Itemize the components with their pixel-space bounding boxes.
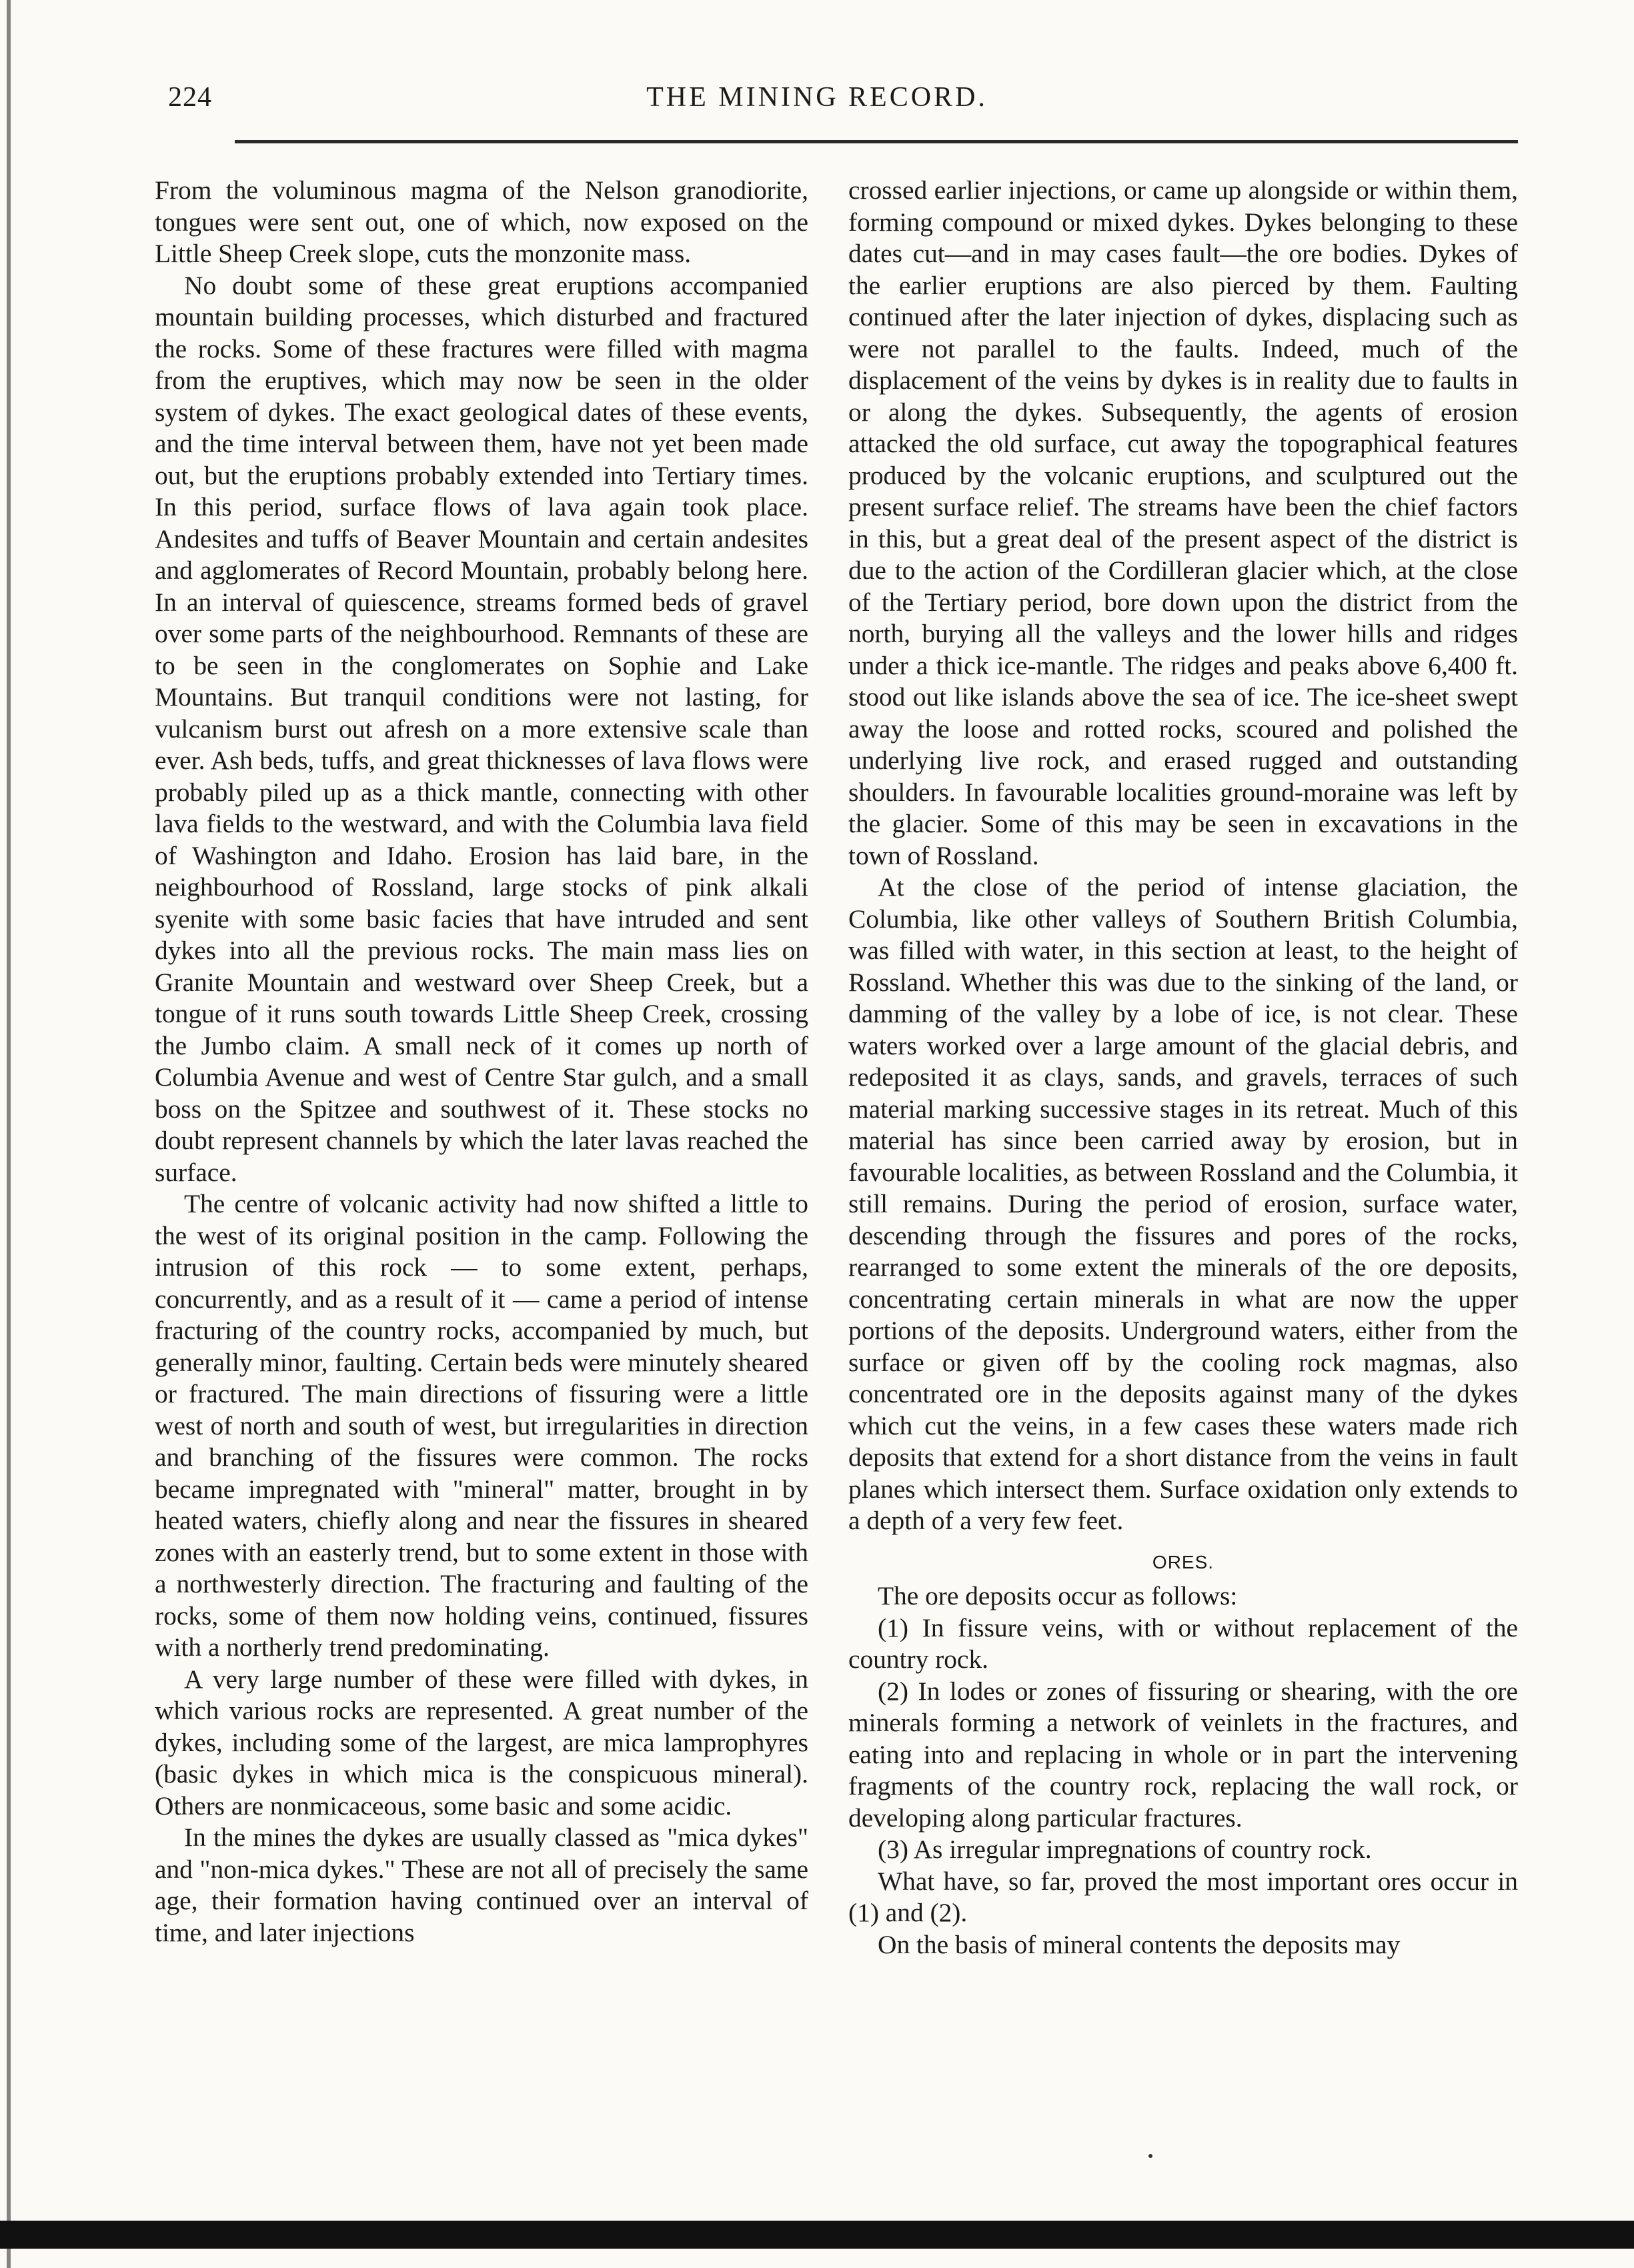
section-heading-ores: ORES.	[1152, 1551, 1214, 1572]
paragraph: At the close of the period of intense glaciation, the Columbia, like other valleys of Southern British Columbia, was filled with water, in this section at least, to the height of Rossland. Whether this was due to the sinking of the land, or damming of the valley by a lobe of ice, is not clear. These waters worked over a large amount of the glacial debris, and redeposited it as clays, sands, and gravels, terraces of such material marking successive stages in its retreat. Much of this material has since been carried away by erosion, but in favourable localities, as between Rossland and the Columbia, it still remains. During the period of erosion, surface water, descending through the fissures and pores of the rocks, rearranged to some extent the minerals of the ore deposits, concentrating certain minerals in what are now the upper portions of the deposits. Underground waters, either from the surface or given off by the cooling rock magmas, also concentrated ore in the deposits against many of the dykes which cut the veins, in a few cases these waters made rich deposits that extend for a short distance from the veins in fault planes which intersect them. Surface oxidation only extends to a depth of a very few feet.	[848, 872, 1518, 1535]
paragraph: In the mines the dykes are usually classed as "mica dykes" and "non-mica dykes." These are not all of precisely the same age, their formation having continued over an interval of time, and later injections	[155, 1823, 808, 1947]
paragraph: No doubt some of these great eruptions accompanied mountain building processes, which disturbed and fractured the rocks. Some of these fractures were filled with magma from the eruptives, which may now be seen in the older system of dykes. The exact geological dates of these events, and the time interval between them, have not yet been made out, but the eruptions probably extended into Tertiary times. In this period, surface flows of lava again took place. Andesites and tuffs of Beaver Mountain and certain andesites and agglomerates of Record Mountain, probably belong here. In an interval of quiescence, streams formed beds of gravel over some parts of the neighbourhood. Remnants of these are to be seen in the conglomerates on Sophie and Lake Mountains. But tranquil conditions were not lasting, for vulcanism burst out afresh on a more extensive scale than ever. Ash beds, tuffs, and great thicknesses of lava flows were probably piled up as a thick mantle, connecting with other lava fields to the westward, and with the Columbia lava field of Washington and Idaho. Erosion has laid bare, in the neighbourhood of Rossland, large stocks of pink alkali syenite with some basic facies that have intruded and sent dykes into all the previous rocks. The main mass lies on Granite Mountain and westward over Sheep Creek, but a tongue of it runs south towards Little Sheep Creek, crossing the Jumbo claim. A small neck of it comes up north of Columbia Avenue and west of Centre Star gulch, and a small boss on the Spitzee and southwest of it. These stocks no doubt represent channels by which the later lavas reached the surface.	[155, 270, 808, 1187]
ink-speck	[1148, 2154, 1152, 2158]
paragraph: The centre of volcanic activity had now shifted a little to the west of its original position in the camp. Following the intrusion of this rock — to some extent, perhaps, concurrently, and as a result of it — came a period of intense fracturing of the country rocks, accompanied by much, but generally minor, faulting. Certain beds were minutely sheared or fractured. The main directions of fissuring were a little west of north and south of west, but irregularities in direction and branching of the fissures were common. The rocks became impregnated with "mineral" matter, brought in by heated waters, chiefly along and near the fissures in sheared zones with an easterly trend, but to some extent in those with a northwesterly direction. The fracturing and faulting of the rocks, some of them now holding veins, continued, fissures with a northerly trend predominating.	[155, 1189, 808, 1662]
header-rule-gap	[155, 140, 235, 143]
running-head: THE MINING RECORD.	[646, 82, 988, 113]
left-column	[155, 175, 808, 1949]
scan-bottom-bar	[0, 2221, 1634, 2249]
paragraph: The ore deposits occur as follows:	[878, 1581, 1238, 1610]
paragraph: A very large number of these were filled with dykes, in which various rocks are represented. A great number of the dykes, including some of the largest, are mica lamprophyres (basic dykes in which mica is the conspicuous mineral). Others are nonmicaceous, some basic and some acidic.	[155, 1664, 808, 1821]
paragraph: On the basis of mineral contents the deposits may	[878, 1929, 1401, 1959]
scan-edge-shadow	[7, 0, 11, 2268]
list-item: (2) In lodes or zones of fissuring or shearing, with the ore minerals forming a network of veinlets in the fractures, and eating into and replacing in whole or in part the intervening fragments of the country rock, replacing the wall rock, or developing along particular fractures.	[848, 1676, 1518, 1833]
list-item: (1) In fissure veins, with or without replacement of the country rock.	[848, 1612, 1518, 1674]
paragraph: crossed earlier injections, or came up alongside or within them, forming compound or mixed dykes. Dykes belonging to these dates cut—and in may cases fault—the ore bodies. Dykes of the earlier eruptions are also pierced by them. Faulting continued after the later injection of dykes, displacing such as were not parallel to the faults. Indeed, much of the displacement of the veins by dykes is in reality due to faults in or along the dykes. Subsequently, the agents of erosion attacked the old surface, cut away the topographical features produced by the volcanic eruptions, and sculptured out the present surface relief. The streams have been the chief factors in this, but a great deal of the present aspect of the district is due to the action of the Cordilleran glacier which, at the close of the Tertiary period, bore down upon the district from the north, burying all the valleys and the lower hills and ridges under a thick ice-mantle. The ridges and peaks above 6,400 ft. stood out like islands above the sea of ice. The ice-sheet swept away the loose and rotted rocks, scoured and polished the underlying live rock, and erased rugged and outstanding shoulders. In favourable localities ground-moraine was left by the glacier. Some of this may be seen in excavations in the town of Rossland.	[848, 175, 1518, 870]
paragraph: From the voluminous magma of the Nelson granodiorite, tongues were sent out, one of which, now exposed on the Little Sheep Creek slope, cuts the monzonite mass.	[155, 175, 808, 268]
list-item: (3) As irregular impregnations of country rock.	[878, 1835, 1372, 1864]
paragraph: What have, so far, proved the most important ores occur in (1) and (2).	[848, 1866, 1518, 1927]
page-number: 224	[168, 82, 212, 113]
header-rule	[155, 140, 1518, 143]
right-column	[848, 175, 1518, 1961]
